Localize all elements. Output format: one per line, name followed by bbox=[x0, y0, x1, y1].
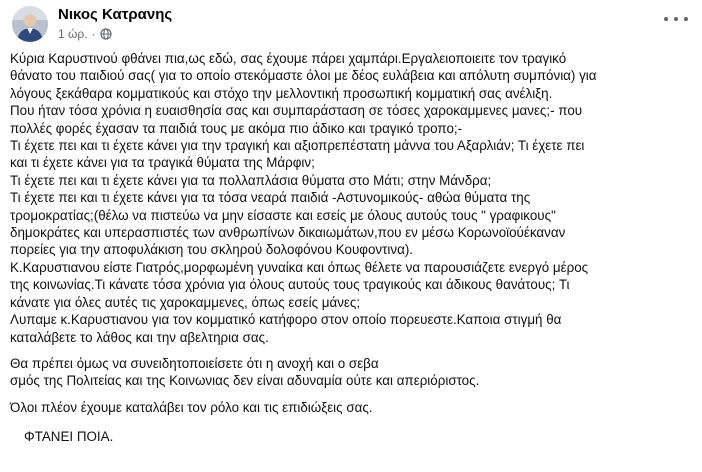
post-line: δημοκράτες και υπερασπιστές των ανθρωπίνων δικαιωμάτων,που εν μέσω Κορωνοϊούέκαναν bbox=[10, 225, 566, 241]
post-header bbox=[0, 0, 702, 52]
post-line: Τι έχετε πει και τι έχετε κάνει για τα πολλαπλάσια θύματα στο Μάτι; στην Μάνδρα; bbox=[10, 172, 492, 188]
post-line: Κύρια Καρυστινού φθάνει πια,ως εδώ, σας έχουμε πάρει χαμπάρι.Εργαλειοποιειτε τον τραγικό bbox=[10, 51, 567, 66]
post-text bbox=[10, 50, 694, 446]
post-line: Που ήταν τόσα χρόνια η ευαισθησία σας και συμπαράσταση σε τόσες χαροκαμμενες μανες;- που bbox=[10, 103, 583, 119]
post-line: θάνατο του παιδιού σας( για το οποίο στεκόμαστε όλοι με δέος ευλάβεια και απόλυτη συμπόνια) για bbox=[10, 68, 597, 84]
post-line: και τι έχετε κάνει για τα τραγικά θύματα της Μάρφιν; bbox=[10, 155, 315, 171]
avatar-photo bbox=[12, 6, 48, 42]
post-timestamp[interactable]: 1 ώρ. bbox=[58, 27, 88, 41]
post-meta bbox=[58, 27, 112, 41]
post-line: σμός της Πολιτείας και της Κοινωνιας δεν είναι αδυναμία ούτε και απεριόριστος. bbox=[10, 373, 480, 389]
post-line: καταλάβετε το λάθος και την αβελτηρια σας. bbox=[10, 329, 269, 345]
author-name[interactable]: Νικος Κατρανης bbox=[58, 6, 173, 23]
post-line: Θα πρέπει όμως να συνειδητοποιείσετε ότι η ανοχή και ο σεβα bbox=[10, 355, 379, 371]
post-line: Τι έχετε πει και τι έχετε κάνει για την τραγική και αξιοπρεπέστατη μάννα του Αξαρλιάν; Τι έχετε πει bbox=[10, 138, 585, 154]
post-line: τρομοκρατίας;(θέλω να πιστεύω να μην είσαστε και εσείς με όλους αυτούς τους " γραφικους" bbox=[10, 207, 556, 223]
post-line: Τι έχετε πει και τι έχετε κάνει για τα τόσα νεαρά παιδιά -Αστυνομικούς- αθώα θύματα της bbox=[10, 190, 531, 206]
post-closing-line: ΦΤΑΝΕΙ ΠΟΙΑ. bbox=[24, 429, 114, 445]
post-line: πολλές φορές έχασαν τα παιδιά τους με ακόμα πιο άδικο και τραγικό τροπο;- bbox=[10, 120, 463, 136]
meta-separator: · bbox=[91, 27, 96, 41]
globe-icon[interactable] bbox=[100, 28, 112, 40]
post-line: Όλοι πλέον έχουμε καταλάβει τον ρόλο και τις επιδιώξεις σας. bbox=[10, 399, 373, 415]
post-line: Λυπαμε κ.Καρυστιανου για τον κομματικό κατήφορο στον οποίο πορευεστε.Καποια στιγμή θα bbox=[10, 312, 562, 328]
post-line: Κ.Καρυστιανου είστε Γιατρός,μορφωμένη γυναίκα και όπως θέλετε να παρουσιάζετε ενεργό μέρος bbox=[10, 259, 589, 275]
post-line: κάνατε για όλες αυτές τις χαροκαμμενες, όπως εσείς μάνες; bbox=[10, 294, 361, 310]
post-line: της κοινωνίας.Τι κάνατε τόσα χρόνια για όλους αυτούς τους τραγικούς και άδικους θανάτους; Τι bbox=[10, 277, 570, 293]
post-line: πορείες για την αποφυλάκιση του σκληρού δολοφόνου Κουφοντινα). bbox=[10, 242, 414, 258]
more-options-icon[interactable] bbox=[664, 12, 688, 26]
author-avatar[interactable] bbox=[12, 6, 48, 42]
post-line: λόγους ξεκάθαρα κομματικούς και στόχο την μελλοντική προσωπική κομματική σας ανέλιξη. bbox=[10, 85, 553, 101]
